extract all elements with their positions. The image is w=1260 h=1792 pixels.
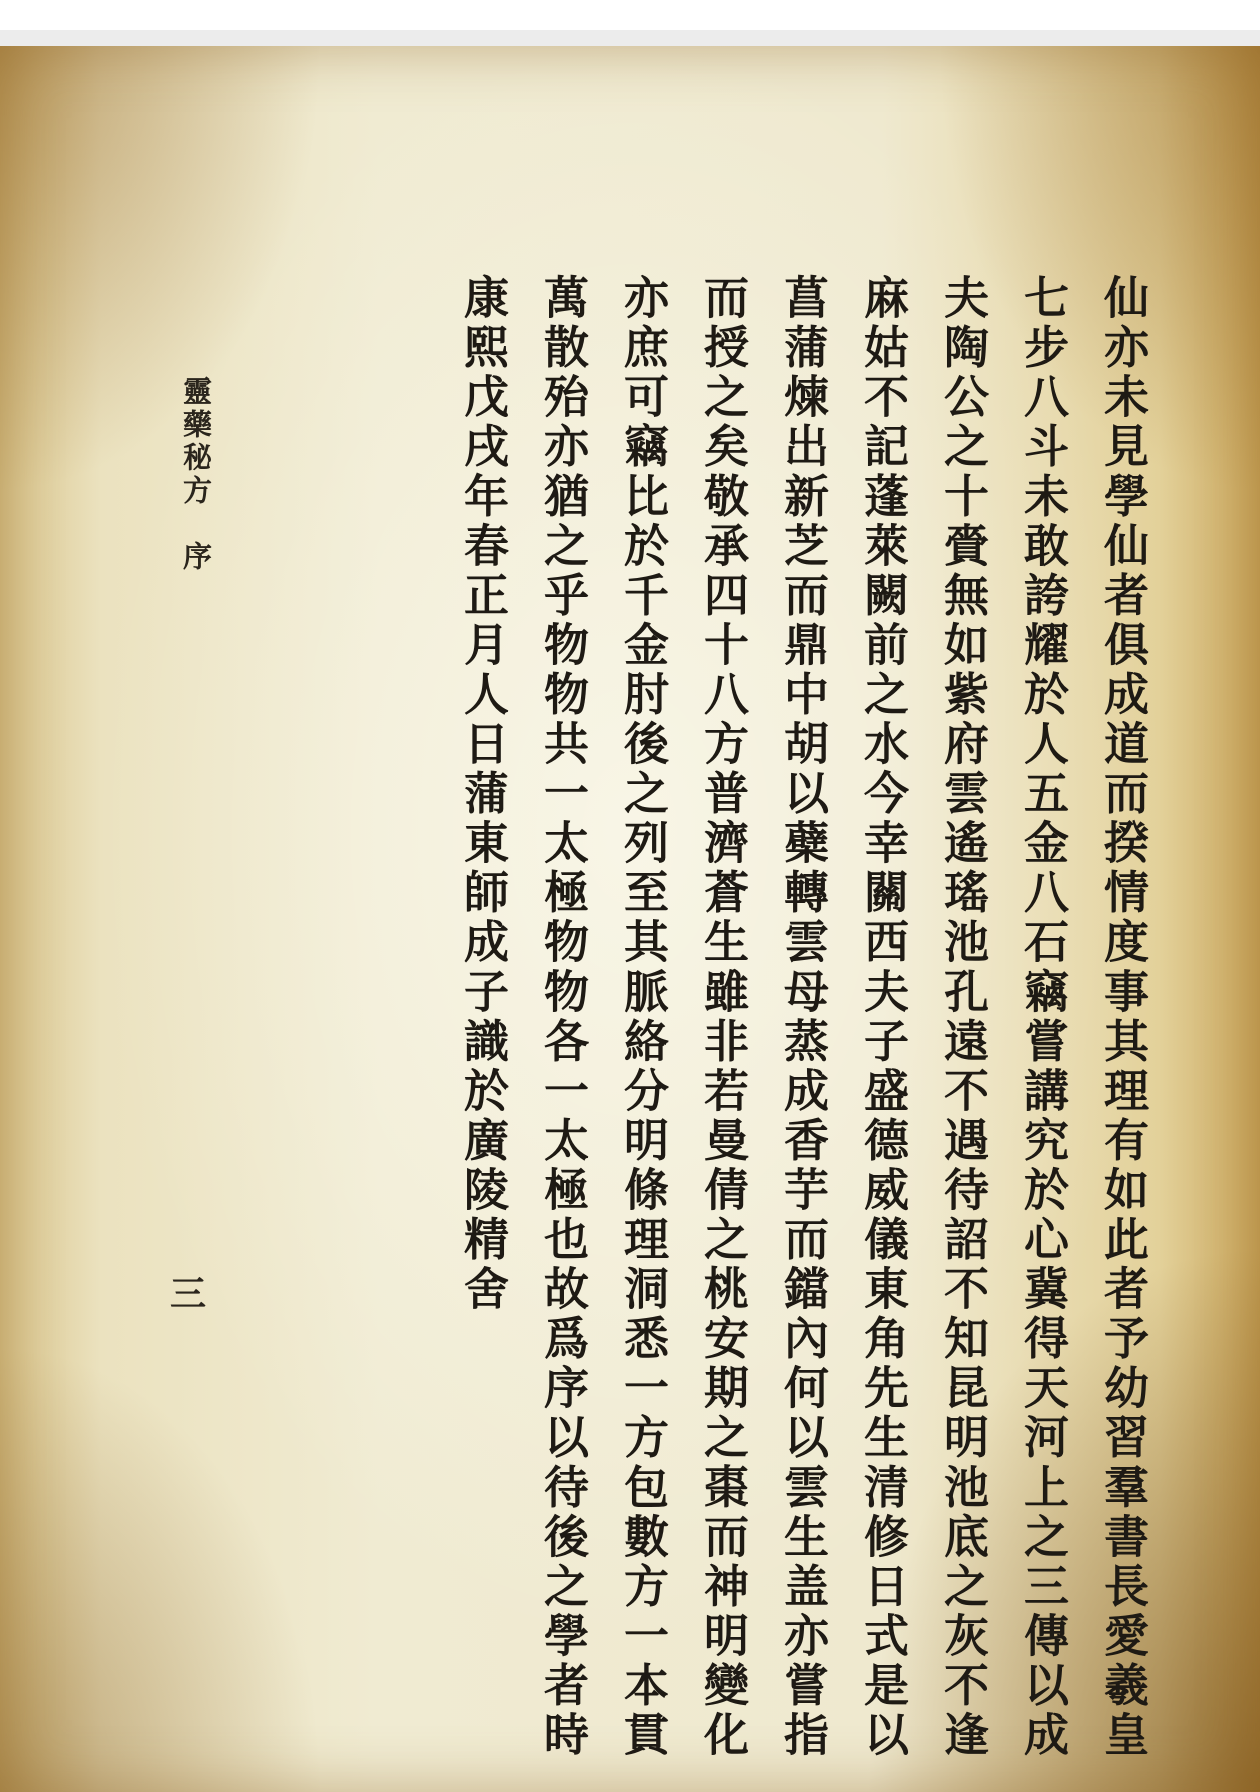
text-column-8: 萬散殆亦猶之乎物物共一太極物物各一太極也故爲序以待後之學者時	[536, 274, 589, 1761]
text-column-5: 菖蒲煉出新芝而鼎中胡以蘗轉雲母蒸成香芋而鐺內何以雲生盖亦嘗指	[776, 274, 829, 1761]
toolbar-strip	[0, 30, 1260, 46]
page-number: 三	[170, 1273, 207, 1315]
text-column-3: 夫陶公之十賫無如紫府雲遙瑤池孔遠不遇待詔不知昆明池底之灰不逢	[936, 274, 989, 1761]
text-column-1: 仙亦未見學仙者俱成道而揆情度事其理有如此者予幼習羣書長愛羲皇	[1096, 274, 1149, 1761]
text-column-4: 麻姑不記蓬萊闕前之水今幸關西夫子盛德威儀東角先生清修日式是以	[856, 274, 909, 1761]
text-column-9: 康熙戊戌年春正月人日蒲東師成子識於廣陵精舍	[456, 274, 509, 1315]
document-page	[0, 46, 1260, 1792]
top-bar	[0, 0, 1260, 34]
text-column-6: 而授之矣敬承四十八方普濟蒼生雖非若曼倩之桃安期之棗而神明變化	[696, 274, 749, 1761]
text-column-2: 七步八斗未敢誇耀於人五金八石竊嘗講究於心冀得天河上之三傳以成	[1016, 274, 1069, 1761]
running-title: 靈藥秘方 序	[179, 376, 213, 574]
text-column-7: 亦庶可竊比於千金肘後之列至其脈絡分明條理洞悉一方包數方一本貫	[616, 274, 669, 1761]
